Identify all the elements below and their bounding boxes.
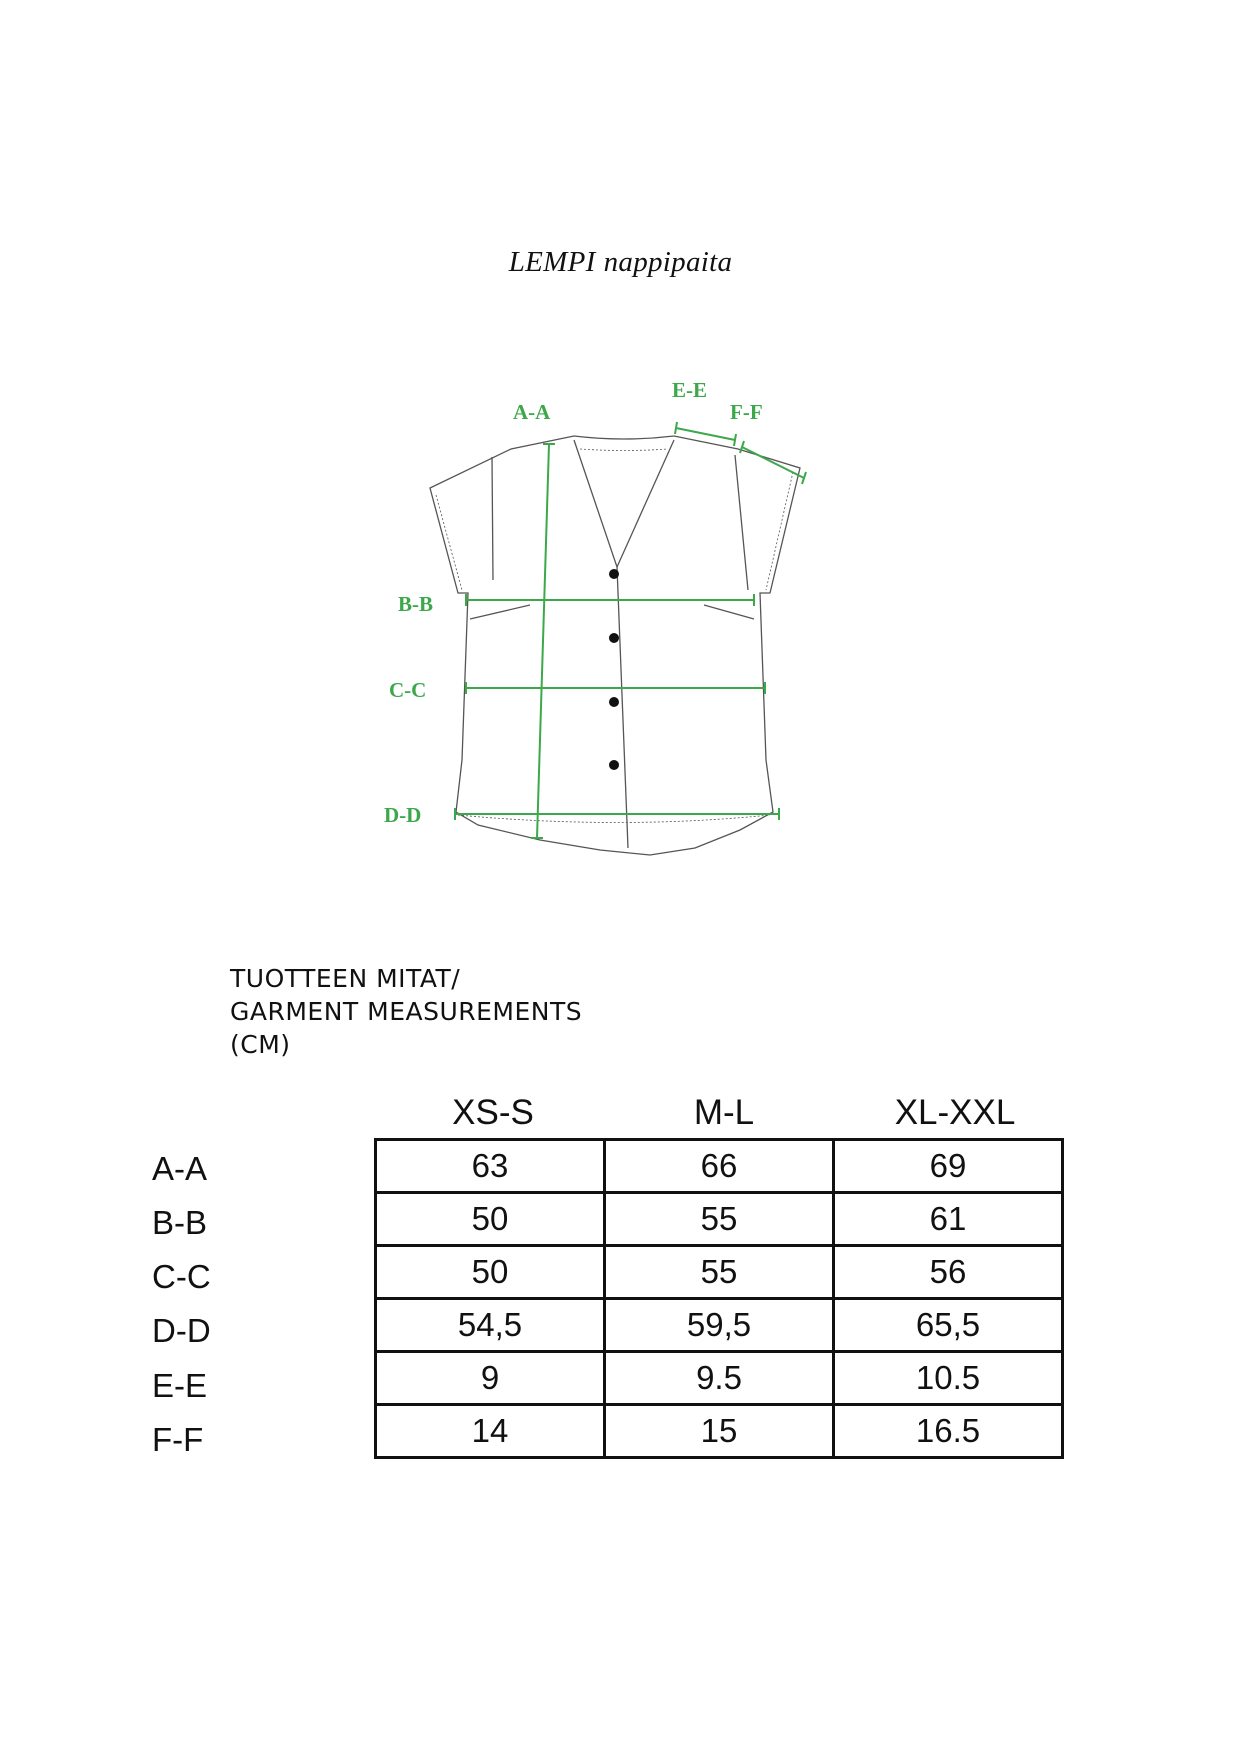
product-type: nappipaita [603, 246, 733, 278]
product-name: LEMPI [508, 246, 596, 278]
heading-line: TUOTTEEN MITAT/ [230, 964, 461, 993]
button-dot [609, 697, 619, 707]
heading-line: GARMENT MEASUREMENTS [230, 997, 583, 1026]
row-label-dd: D-D [152, 1312, 211, 1349]
row-label-aa: A-A [152, 1150, 208, 1187]
table-cell: 55 [605, 1246, 834, 1299]
measure-label-bb: B-B [398, 592, 434, 616]
table-cell: 56 [834, 1246, 1063, 1299]
measure-line-aa [531, 444, 555, 838]
table-cell: 50 [376, 1193, 605, 1246]
measurement-table [374, 1138, 1064, 1459]
measure-label-cc: C-C [389, 678, 427, 702]
table-row [376, 1246, 1063, 1299]
table-row [376, 1352, 1063, 1405]
table-cell: 50 [376, 1246, 605, 1299]
table-cell: 16.5 [834, 1405, 1063, 1458]
table-cell: 55 [605, 1193, 834, 1246]
column-header-xl-xxl: XL-XXL [894, 1093, 1016, 1132]
button-dot [609, 569, 619, 579]
measure-line-cc [466, 682, 765, 694]
column-header-m-l: M-L [693, 1093, 755, 1132]
heading-line: (CM) [230, 1030, 291, 1059]
measure-line-ff [740, 441, 806, 484]
column-header-xs-s: XS-S [452, 1093, 534, 1132]
measurements-heading [230, 962, 582, 1061]
measure-label-ee: E-E [672, 378, 708, 402]
table-cell: 54,5 [376, 1299, 605, 1352]
measure-label-aa: A-A [513, 400, 551, 424]
table-cell: 65,5 [834, 1299, 1063, 1352]
table-cell: 14 [376, 1405, 605, 1458]
row-label-ee: E-E [152, 1367, 208, 1404]
table-row [376, 1193, 1063, 1246]
table-cell: 59,5 [605, 1299, 834, 1352]
table-cell: 9 [376, 1352, 605, 1405]
button-dot [609, 760, 619, 770]
table-cell: 63 [376, 1140, 605, 1193]
row-label-bb: B-B [152, 1204, 208, 1241]
shirt-outline [430, 436, 800, 855]
table-row [376, 1140, 1063, 1193]
button-dot [609, 633, 619, 643]
table-cell: 9.5 [605, 1352, 834, 1405]
measure-label-dd: D-D [384, 803, 422, 827]
row-label-cc: C-C [152, 1258, 211, 1295]
measure-line-bb [466, 594, 754, 606]
table-cell: 10.5 [834, 1352, 1063, 1405]
table-cell: 61 [834, 1193, 1063, 1246]
table-row [376, 1405, 1063, 1458]
measurement-lines [455, 422, 806, 838]
table-cell: 15 [605, 1405, 834, 1458]
table-cell: 69 [834, 1140, 1063, 1193]
row-label-ff: F-F [152, 1421, 204, 1458]
table-row [376, 1299, 1063, 1352]
measure-label-ff: F-F [730, 400, 763, 424]
table-cell: 66 [605, 1140, 834, 1193]
